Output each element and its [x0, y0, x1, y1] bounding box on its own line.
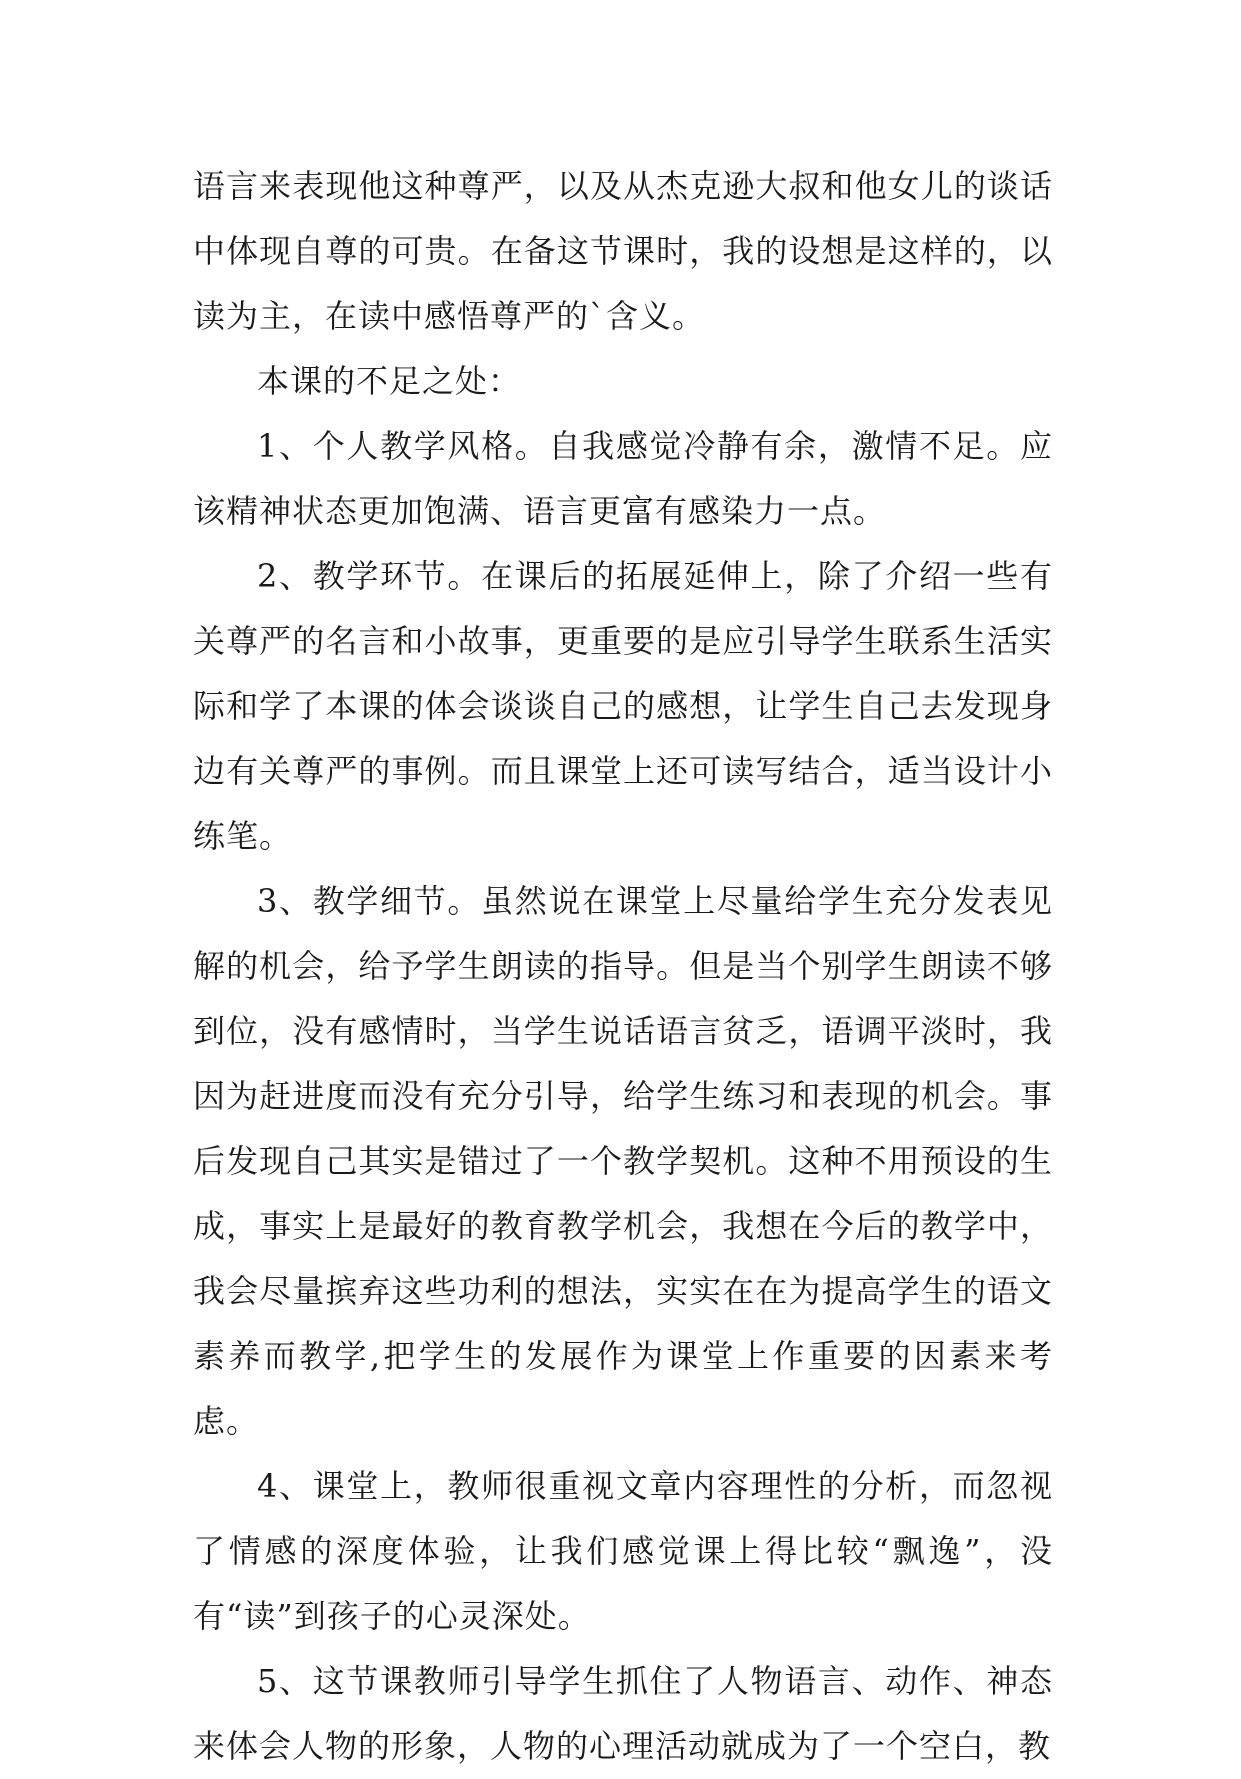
paragraph-point-5: 5、这节课教师引导学生抓住了人物语言、动作、神态来体会人物的形象，人物的心理活动就成为了一个空白，教	[193, 1662, 1053, 1765]
paragraph-point-3: 3、教学细节。虽然说在课堂上尽量给学生充分发表见解的机会，给予学生朗读的指导。但是当个别学生朗读不够到位，没有感情时，当学生说话语言贫乏，语调平淡时，我因为赶进度而没有充分引导，给学生练习和表现的机会。事后发现自己其实是错过了一个教学契机。这种不用预设的生成，事实上是最好的教育教学机会，我想在今后的教学中，我会尽量摈弃这些功利的想法，实实在在为提高学生的语文素养而教学,把学生的发展作为课堂上作重要的因素来考虑。	[193, 882, 1053, 1440]
paragraph-point-1: 1、个人教学风格。自我感觉冷静有余，激情不足。应该精神状态更加饱满、语言更富有感染力一点。	[193, 427, 1053, 530]
paragraph-point-4: 4、课堂上，教师很重视文章内容理性的分析，而忽视了情感的深度体验，让我们感觉课上得比较“飘逸”，没有“读”到孩子的心灵深处。	[193, 1467, 1053, 1635]
paragraph-shortcomings-heading: 本课的不足之处：	[257, 362, 522, 400]
paragraph-continuation: 语言来表现他这种尊严，以及从杰克逊大叔和他女儿的谈话中体现自尊的可贵。在备这节课时，我的设想是这样的，以读为主，在读中感悟尊严的`含义。	[193, 167, 1053, 335]
paragraph-point-2: 2、教学环节。在课后的拓展延伸上，除了介绍一些有关尊严的名言和小故事，更重要的是应引导学生联系生活实际和学了本课的体会谈谈自己的感想，让学生自己去发现身边有关尊严的事例。而且课堂上还可读写结合，适当设计小练笔。	[193, 557, 1053, 855]
document-body	[193, 154, 1053, 1779]
